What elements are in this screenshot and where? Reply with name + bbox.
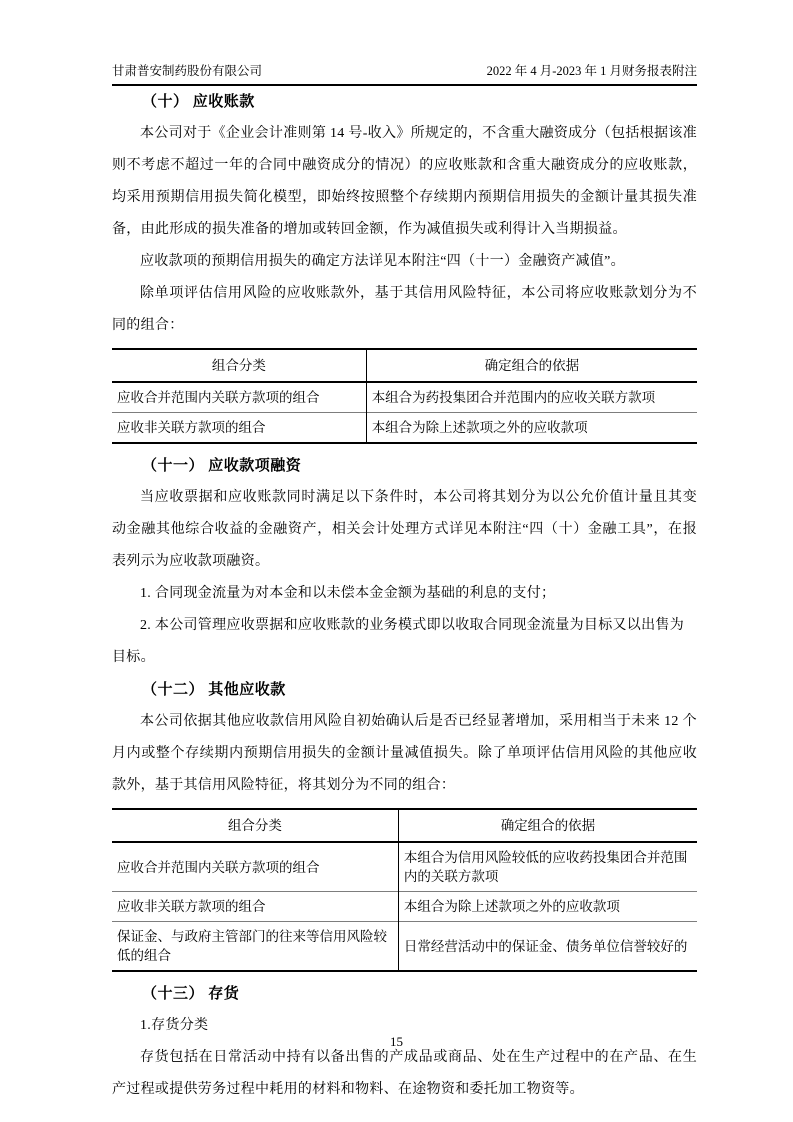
sub-heading: 1.存货分类 (140, 1018, 209, 1033)
column-header: 组合分类 (112, 809, 398, 842)
paragraph: 应收款项的预期信用损失的确定方法详见本附注“四（十一）金融资产减值”。 (140, 254, 625, 269)
table-row (112, 842, 697, 892)
section-heading-12: （十二） 其他应收款 (142, 682, 286, 698)
company-name: 甘肃普安制药股份有限公司 (112, 64, 263, 78)
paragraph: 存货包括在日常活动中持有以备出售的产成品或商品、处在生产过程中的在产品、在生产过程或提供劳务过程中耗用的材料和物料、在途物资和委托加工物资等。 (112, 1050, 697, 1097)
table-cell: 应收合并范围内关联方款项的组合 (112, 382, 366, 413)
table-header-row (112, 809, 697, 842)
paragraph: 本公司依据其他应收款信用风险自初始确认后是否已经显著增加，采用相当于未来 12 个月内或整个存续期内预期信用损失的金额计量减值损失。除了单项评估信用风险的其他应收款外，基于其信用风险特征，将其划分为不同的组合： (112, 714, 697, 793)
section-heading-10: （十） 应收账款 (142, 94, 255, 110)
column-header: 确定组合的依据 (366, 349, 697, 382)
table-header-row (112, 349, 697, 382)
table-row (112, 413, 697, 444)
receivables-group-table (112, 348, 697, 444)
table-cell: 应收合并范围内关联方款项的组合 (112, 842, 398, 892)
page-number: 15 (390, 1034, 403, 1049)
table-cell: 应收非关联方款项的组合 (112, 413, 366, 444)
column-header: 组合分类 (112, 349, 366, 382)
list-item: 1. 合同现金流量为对本金和以未偿本金金额为基础的利息的支付； (140, 586, 556, 601)
section-heading-11: （十一） 应收款项融资 (142, 458, 302, 474)
section-heading-13: （十三） 存货 (142, 986, 240, 1002)
paragraph: 本公司对于《企业会计准则第 14 号-收入》所规定的，不含重大融资成分（包括根据该准则不考虑不超过一年的合同中融资成分的情况）的应收账款和含重大融资成分的应收账款，均采用预期信用损失简化模型，即始终按照整个存续期内预期信用损失的金额计量其损失准备，由此形成的损失准备的增加或转回金额，作为减值损失或利得计入当期损益。 (112, 126, 697, 237)
report-title: 2022 年 4 月-2023 年 1 月财务报表附注 (486, 64, 697, 78)
page-header (112, 62, 697, 86)
table-cell: 保证金、与政府主管部门的往来等信用风险较低的组合 (112, 922, 398, 972)
table-row (112, 892, 697, 922)
other-receivables-group-table (112, 808, 697, 972)
table-cell: 应收非关联方款项的组合 (112, 892, 398, 922)
table-cell: 本组合为药投集团合并范围内的应收关联方款项 (366, 382, 697, 413)
table-row (112, 922, 697, 972)
table-row (112, 382, 697, 413)
table-cell: 本组合为除上述款项之外的应收款项 (398, 892, 697, 922)
paragraph: 当应收票据和应收账款同时满足以下条件时，本公司将其划分为以公允价值计量且其变动金融其他综合收益的金融资产，相关会计处理方式详见本附注“四（十）金融工具”，在报表列示为应收款项融资。 (112, 490, 697, 569)
list-item: 2. 本公司管理应收票据和应收账款的业务模式即以收取合同现金流量为目标又以出售为目标。 (112, 618, 684, 665)
table-cell: 日常经营活动中的保证金、债务单位信誉较好的 (398, 922, 697, 972)
table-cell: 本组合为信用风险较低的应收药投集团合并范围内的关联方款项 (398, 842, 697, 892)
table-cell: 本组合为除上述款项之外的应收款项 (366, 413, 697, 444)
paragraph: 除单项评估信用风险的应收账款外，基于其信用风险特征，本公司将应收账款划分为不同的组合： (112, 286, 697, 333)
column-header: 确定组合的依据 (398, 809, 697, 842)
